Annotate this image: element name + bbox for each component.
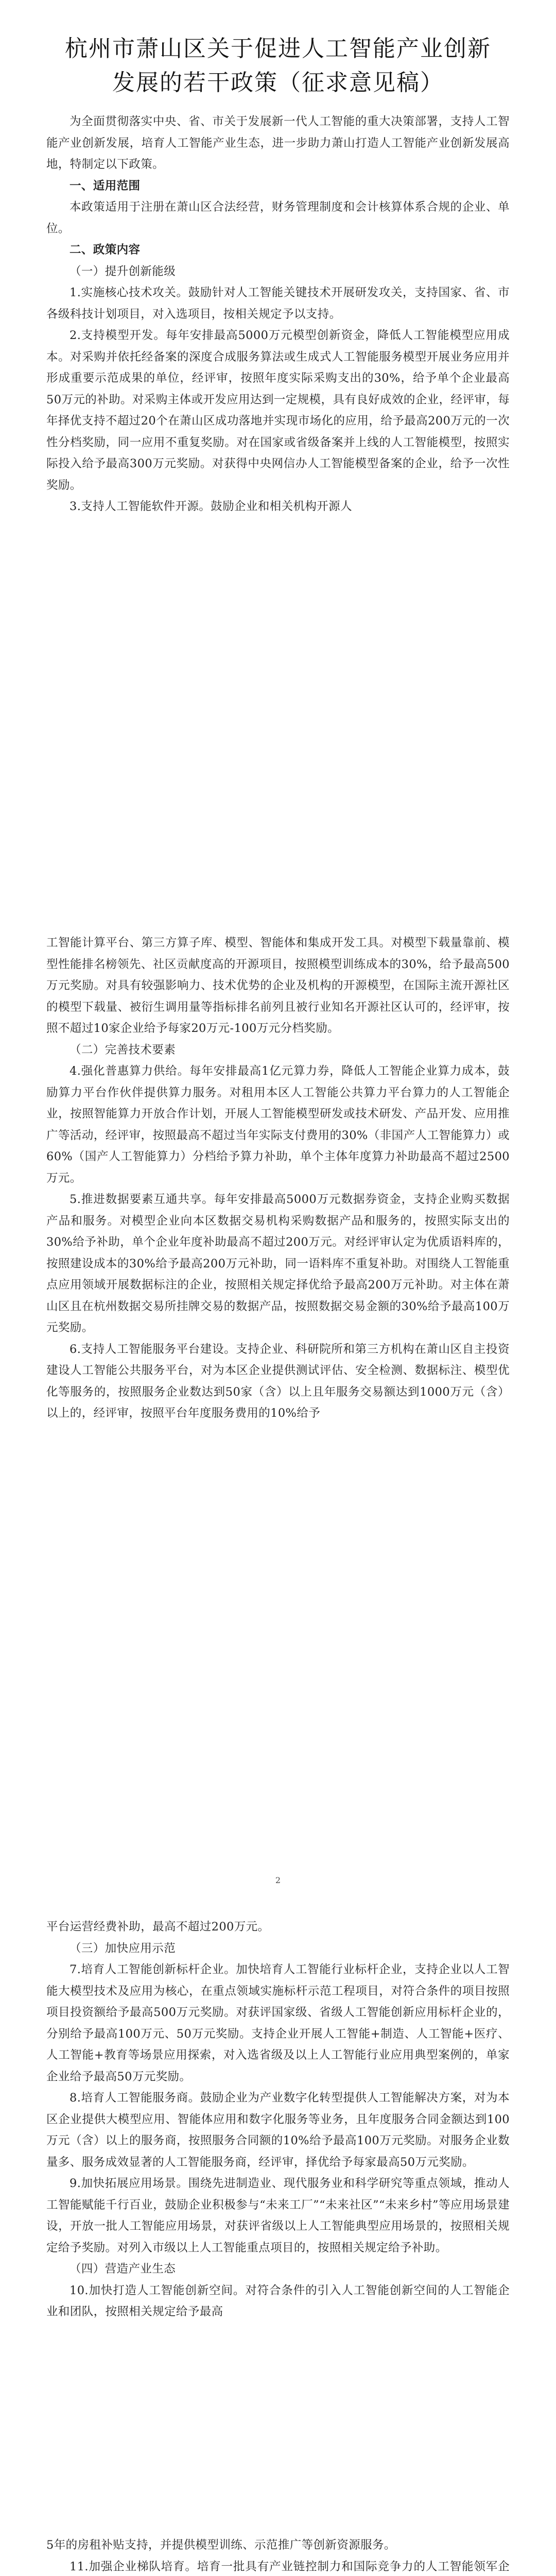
intro-paragraph: 为全面贯彻落实中央、省、市关于发展新一代人工智能的重大决策部署，支持人工智能产业创新发展，培育人工智能产业生态，进一步助力萧山打造人工智能产业创新发展高地，特制定以下政策。 xyxy=(46,115,510,171)
policy-item-3-start: 3.支持人工智能软件开源。鼓励企业和相关机构开源人 xyxy=(70,500,352,513)
document-page-1 xyxy=(46,32,510,518)
page-number-2: 2 xyxy=(275,1875,281,1885)
document-page-4 xyxy=(46,2535,510,2576)
policy-item-2: 2.支持模型开发。每年安排最高5000万元模型创新资金，降低人工智能模型应用成本。对采购并依托经备案的深度合成服务算法或生成式人工智能服务模型开展业务应用并形成重要示范成果的单位，经评审，按照年度实际采购支出的30%，给予单个企业最高50万元的补助。对采购主体或开发应用达到一定规模，具有良好成效的企业，经评审，每年择优支持不超过20个在萧山区成功落地并实现市场化的应用，给予最高200万元的一次性分档奖励，同一应用不重复奖励。对在国家或省级备案并上线的人工智能模型，按照实际投入给予最高300万元奖励。对获得中央网信办人工智能模型备案的企业，给予一次性奖励。 xyxy=(46,329,510,492)
subsection-c-heading: （三）加快应用示范 xyxy=(70,1941,176,1955)
policy-item-3-cont: 工智能计算平台、第三方算子库、模型、智能体和集成开发工具。对模型下载量靠前、模型性能排名榜领先、社区贡献度高的开源项目，按照模型训练成本的30%，给予最高500万元奖励。对具有较强影响力、技术优势的企业及机构的开源模型，在国际主流开源社区的模型下载量、被衍生调用量等指标排名前列且被行业知名开源社区认可的，经评审，按照不超过10家企业给予每家20万元-100万元分档奖励。 xyxy=(46,936,510,1035)
title-line-2: 发展的若干政策（征求意见稿） xyxy=(112,70,444,96)
subsection-d-heading: （四）营造产业生态 xyxy=(70,2262,176,2276)
policy-item-6-cont: 平台运营经费补助，最高不超过200万元。 xyxy=(46,1920,270,1934)
title-line-1: 杭州市萧山区关于促进人工智能产业创新 xyxy=(65,36,491,62)
section-1-text: 本政策适用于注册在萧山区合法经营，财务管理制度和会计核算体系合规的企业、单位。 xyxy=(46,200,510,235)
subsection-a-heading: （一）提升创新能级 xyxy=(70,264,176,278)
document-page-2 xyxy=(46,933,510,1425)
document-page-3 xyxy=(46,1917,510,2323)
section-2-heading: 二、政策内容 xyxy=(70,243,141,257)
policy-item-7: 7.培育人工智能创新标杆企业。加快培育人工智能行业标杆企业，支持企业以人工智能大模型技术及应用为核心，在重点领域实施标杆示范工程项目，对符合条件的项目按照项目投资额给予最高500万元奖励。对获评国家级、省级人工智能创新应用标杆企业的，分别给予最高100万元、50万元奖励。支持企业开展人工智能+制造、人工智能+医疗、人工智能+教育等场景应用探索，对入选省级及以上人工智能行业应用典型案例的，单家企业给予最高50万元奖励。 xyxy=(46,1963,510,2083)
policy-item-6-start: 6.支持人工智能服务平台建设。支持企业、科研院所和第三方机构在萧山区自主投资建设人工智能公共服务平台，对为本区企业提供测试评估、安全检测、数据标注、模型优化等服务的，按照服务企业数达到50家（含）以上且年服务交易额达到1000万元（含）以上的，经评审，按照平台年度服务费用的10%给予 xyxy=(46,1342,510,1420)
policy-item-11: 11.加强企业梯队培育。培育一批具有产业链控制力和国际竞争力的人工智能领军企 xyxy=(70,2560,510,2573)
policy-item-1: 1.实施核心技术攻关。鼓励针对人工智能关键技术开展研发攻关，支持国家、省、市各级科技计划项目，对入选项目，按相关规定予以支持。 xyxy=(46,286,510,321)
section-1-heading: 一、适用范围 xyxy=(70,179,141,193)
subsection-b-heading: （二）完善技术要素 xyxy=(70,1043,176,1057)
policy-item-10-start: 10.加快打造人工智能创新空间。对符合条件的引入人工智能创新空间的人工智能企业和团队，按照相关规定给予最高 xyxy=(46,2283,510,2318)
policy-item-10-cont: 5年的房租补贴支持，并提供模型训练、示范推广等创新资源服务。 xyxy=(46,2538,396,2552)
policy-item-5: 5.推进数据要素互通共享。每年安排最高5000万元数据券资金，支持企业购买数据产品和服务。对模型企业向本区数据交易机构采购数据产品和服务的，按照实际支出的30%给予补助，单个企业年度补助最高不超过200万元。对经评审认定为优质语料库的，按照建设成本的30%给予最高200万元补助，同一语料库不重复补助。对围绕人工智能重点应用领域开展数据标注的企业，按照相关规定择优给予最高200万元补助。对主体在萧山区且在杭州数据交易所挂牌交易的数据产品，按照数据交易金额的30%给予最高100万元奖励。 xyxy=(46,1193,510,1334)
policy-item-4: 4.强化普惠算力供给。每年安排最高1亿元算力券，降低人工智能企业算力成本，鼓励算力平台作伙伴提供算力服务。对租用本区人工智能公共算力平台算力的人工智能企业，按照智能算力开放合作计划，开展人工智能模型研发或技术研发、产品开发、应用推广等活动，经评审，按照最高不超过当年实际支付费用的30%（非国产人工智能算力）或60%（国产人工智能算力）分档给予算力补助，单个主体年度算力补助最高不超过2500万元。 xyxy=(46,1064,510,1185)
policy-item-8: 8.培育人工智能服务商。鼓励企业为产业数字化转型提供人工智能解决方案，对为本区企业提供大模型应用、智能体应用和数字化服务等业务，且年度服务合同金额达到100万元（含）以上的服务商，按照服务合同额的10%给予最高100万元奖励。对服务企业数量多、服务成效显著的人工智能服务商，经评审，择优给予每家最高50万元奖励。 xyxy=(46,2091,510,2169)
policy-item-9: 9.加快拓展应用场景。围绕先进制造业、现代服务业和科学研究等重点领域，推动人工智能赋能千行百业，鼓励企业积极参与“未来工厂”“未来社区”“未来乡村”等应用场景建设，开放一批人工智能应用场景，对获评省级以上人工智能典型应用场景的，按照相关规定给予奖励。对列入市级以上人工智能重点项目的，按照相关规定给予补助。 xyxy=(46,2177,510,2255)
document-title xyxy=(46,32,510,100)
